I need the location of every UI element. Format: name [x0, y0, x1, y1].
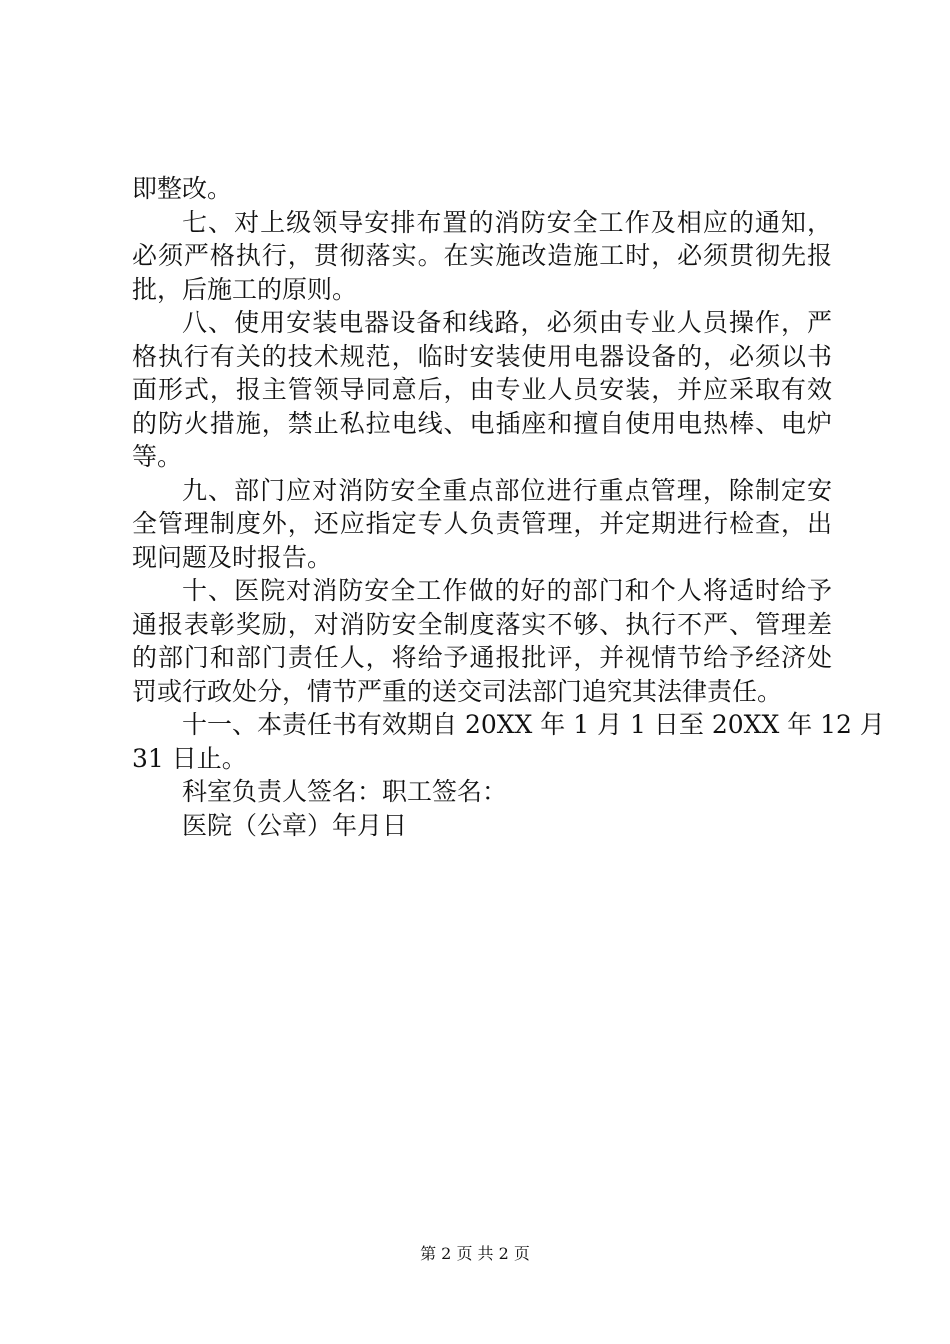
text-line: 七、对上级领导安排布置的消防安全工作及相应的通知，: [182, 207, 832, 237]
text-line: 九、部门应对消防安全重点部位进行重点管理，除制定安: [182, 475, 832, 505]
document-body: [132, 172, 885, 842]
text-line: 批，后施工的原则。: [132, 274, 358, 304]
text-line: 通报表彰奖励，对消防安全制度落实不够、执行不严、管理差: [132, 609, 832, 639]
text-line: 格执行有关的技术规范，临时安装使用电器设备的，必须以书: [132, 341, 832, 371]
signature-line: 科室负责人签名：职工签名：: [182, 777, 508, 806]
text-line: 八、使用安装电器设备和线路，必须由专业人员操作，严: [182, 308, 832, 337]
text-line: 现问题及时报告。: [132, 542, 333, 572]
text-line: 31 日止。: [132, 743, 247, 773]
seal-date-line: 医院（公章）年月日: [182, 810, 408, 840]
page-number: 第 2 页 共 2 页: [420, 1244, 530, 1263]
text-line: 罚或行政处分，情节严重的送交司法部门追究其法律责任。: [132, 676, 783, 706]
text-line: 十一、本责任书有效期自 20XX 年 1 月 1 日至 20XX 年 12 月: [182, 710, 885, 739]
text-line: 十、医院对消防安全工作做的好的部门和个人将适时给予: [182, 576, 832, 605]
text-line: 即整改。: [132, 174, 233, 203]
text-line: 等。: [132, 442, 183, 471]
text-line: 的部门和部门责任人，将给予通报批评，并视情节给予经济处: [132, 643, 832, 672]
text-line: 面形式，报主管领导同意后，由专业人员安装，并应采取有效: [132, 375, 832, 404]
text-line: 的防火措施，禁止私拉电线、电插座和擅自使用电热棒、电炉: [132, 408, 832, 438]
text-line: 必须严格执行，贯彻落实。在实施改造施工时，必须贯彻先报: [132, 241, 832, 270]
text-line: 全管理制度外，还应指定专人负责管理，并定期进行检查，出: [132, 509, 832, 538]
